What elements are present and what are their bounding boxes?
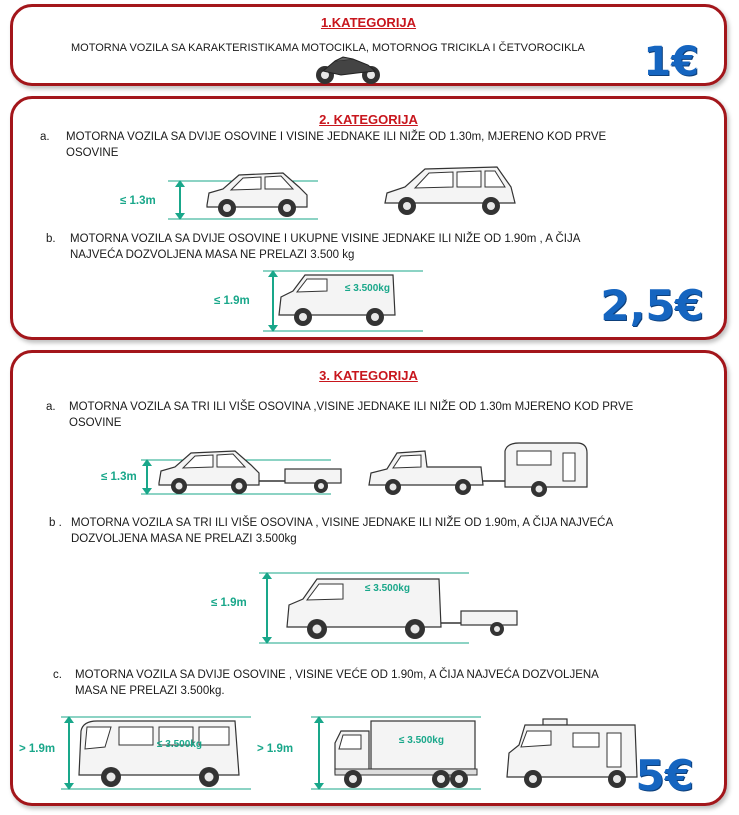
category-3-c-marker: c.	[53, 669, 62, 681]
category-3-a-height-label: ≤ 1.3m	[101, 471, 137, 483]
category-2-b-height-label: ≤ 1.9m	[214, 295, 250, 307]
category-3-b-height-label: ≤ 1.9m	[211, 597, 247, 609]
category-3-a-line2: OSOVINE	[69, 417, 122, 429]
category-3-card	[10, 350, 727, 806]
category-2-a-height-label: ≤ 1.3m	[120, 195, 156, 207]
category-1-price: 1€	[643, 39, 699, 85]
category-2-b-line1: MOTORNA VOZILA SA DVIJE OSOVINE I UKUPNE VISINE JEDNAKE ILI NIŽE OD 1.90m , A ČIJA	[70, 233, 581, 245]
category-2-b-marker: b.	[46, 233, 56, 245]
category-3-c-mass-label-2: ≤ 3.500kg	[399, 735, 444, 746]
box-truck-icon	[331, 719, 481, 791]
category-3-b-mass-label: ≤ 3.500kg	[365, 583, 410, 594]
category-2-card	[10, 96, 727, 340]
category-1-description: MOTORNA VOZILA SA KARAKTERISTIKAMA MOTOCIKLA, MOTORNOG TRICIKLA I ČETVOROCIKLA	[71, 42, 585, 54]
van-icon	[275, 271, 405, 329]
category-3-c-line1: MOTORNA VOZILA SA DVIJE OSOVINE , VISINE VEĆE OD 1.90m, A ČIJA NAJVEĆA DOZVOLJENA	[75, 669, 599, 681]
category-3-a-marker: a.	[46, 401, 56, 413]
category-2-a-marker: a.	[40, 131, 50, 143]
category-3-b-line1: MOTORNA VOZILA SA TRI ILI VIŠE OSOVINA , VISINE JEDNAKE ILI NIŽE OD 1.90m, A ČIJA NAJVEĆA	[71, 517, 614, 529]
motorcycle-icon	[313, 55, 383, 85]
category-3-b-marker: b .	[49, 517, 62, 529]
category-3-price: 5€	[635, 751, 694, 800]
category-2-title: 2. KATEGORIJA	[319, 112, 418, 127]
category-2-b-mass-label: ≤ 3.500kg	[345, 283, 390, 294]
category-3-c-height-label-2: > 1.9m	[257, 743, 294, 755]
category-1-title: 1.KATEGORIJA	[320, 15, 417, 30]
category-2-a-line1: MOTORNA VOZILA SA DVIJE OSOVINE I VISINE JEDNAKE ILI NIŽE OD 1.30m, MJERENO KOD PRVE	[66, 131, 607, 143]
category-1-card	[10, 4, 727, 86]
category-3-b-line2: DOZVOLJENA MASA NE PRELAZI 3.500kg	[71, 533, 297, 545]
pickup-with-caravan-icon	[365, 439, 595, 499]
category-2-price: 2,5€	[600, 281, 704, 330]
minibus-icon	[75, 717, 245, 789]
minivan-icon	[381, 163, 521, 218]
category-2-b-line2: NAJVEĆA DOZVOLJENA MASA NE PRELAZI 3.500 kg	[70, 249, 355, 261]
camper-van-icon	[503, 717, 643, 791]
category-3-a-line1: MOTORNA VOZILA SA TRI ILI VIŠE OSOVINA ,VISINE JEDNAKE ILI NIŽE OD 1.30m MJERENO KOD PRVE	[69, 401, 634, 413]
category-3-title: 3. KATEGORIJA	[319, 368, 418, 383]
category-2-a-line2: OSOVINE	[66, 147, 119, 159]
category-3-c-line2: MASA NE PRELAZI 3.500kg.	[75, 685, 225, 697]
category-3-c-height-label-1: > 1.9m	[19, 743, 56, 755]
hatchback-car-icon	[203, 169, 313, 219]
car-with-trailer-icon	[155, 445, 345, 495]
category-3-c-mass-label-1: ≤ 3.500kg	[157, 739, 202, 750]
